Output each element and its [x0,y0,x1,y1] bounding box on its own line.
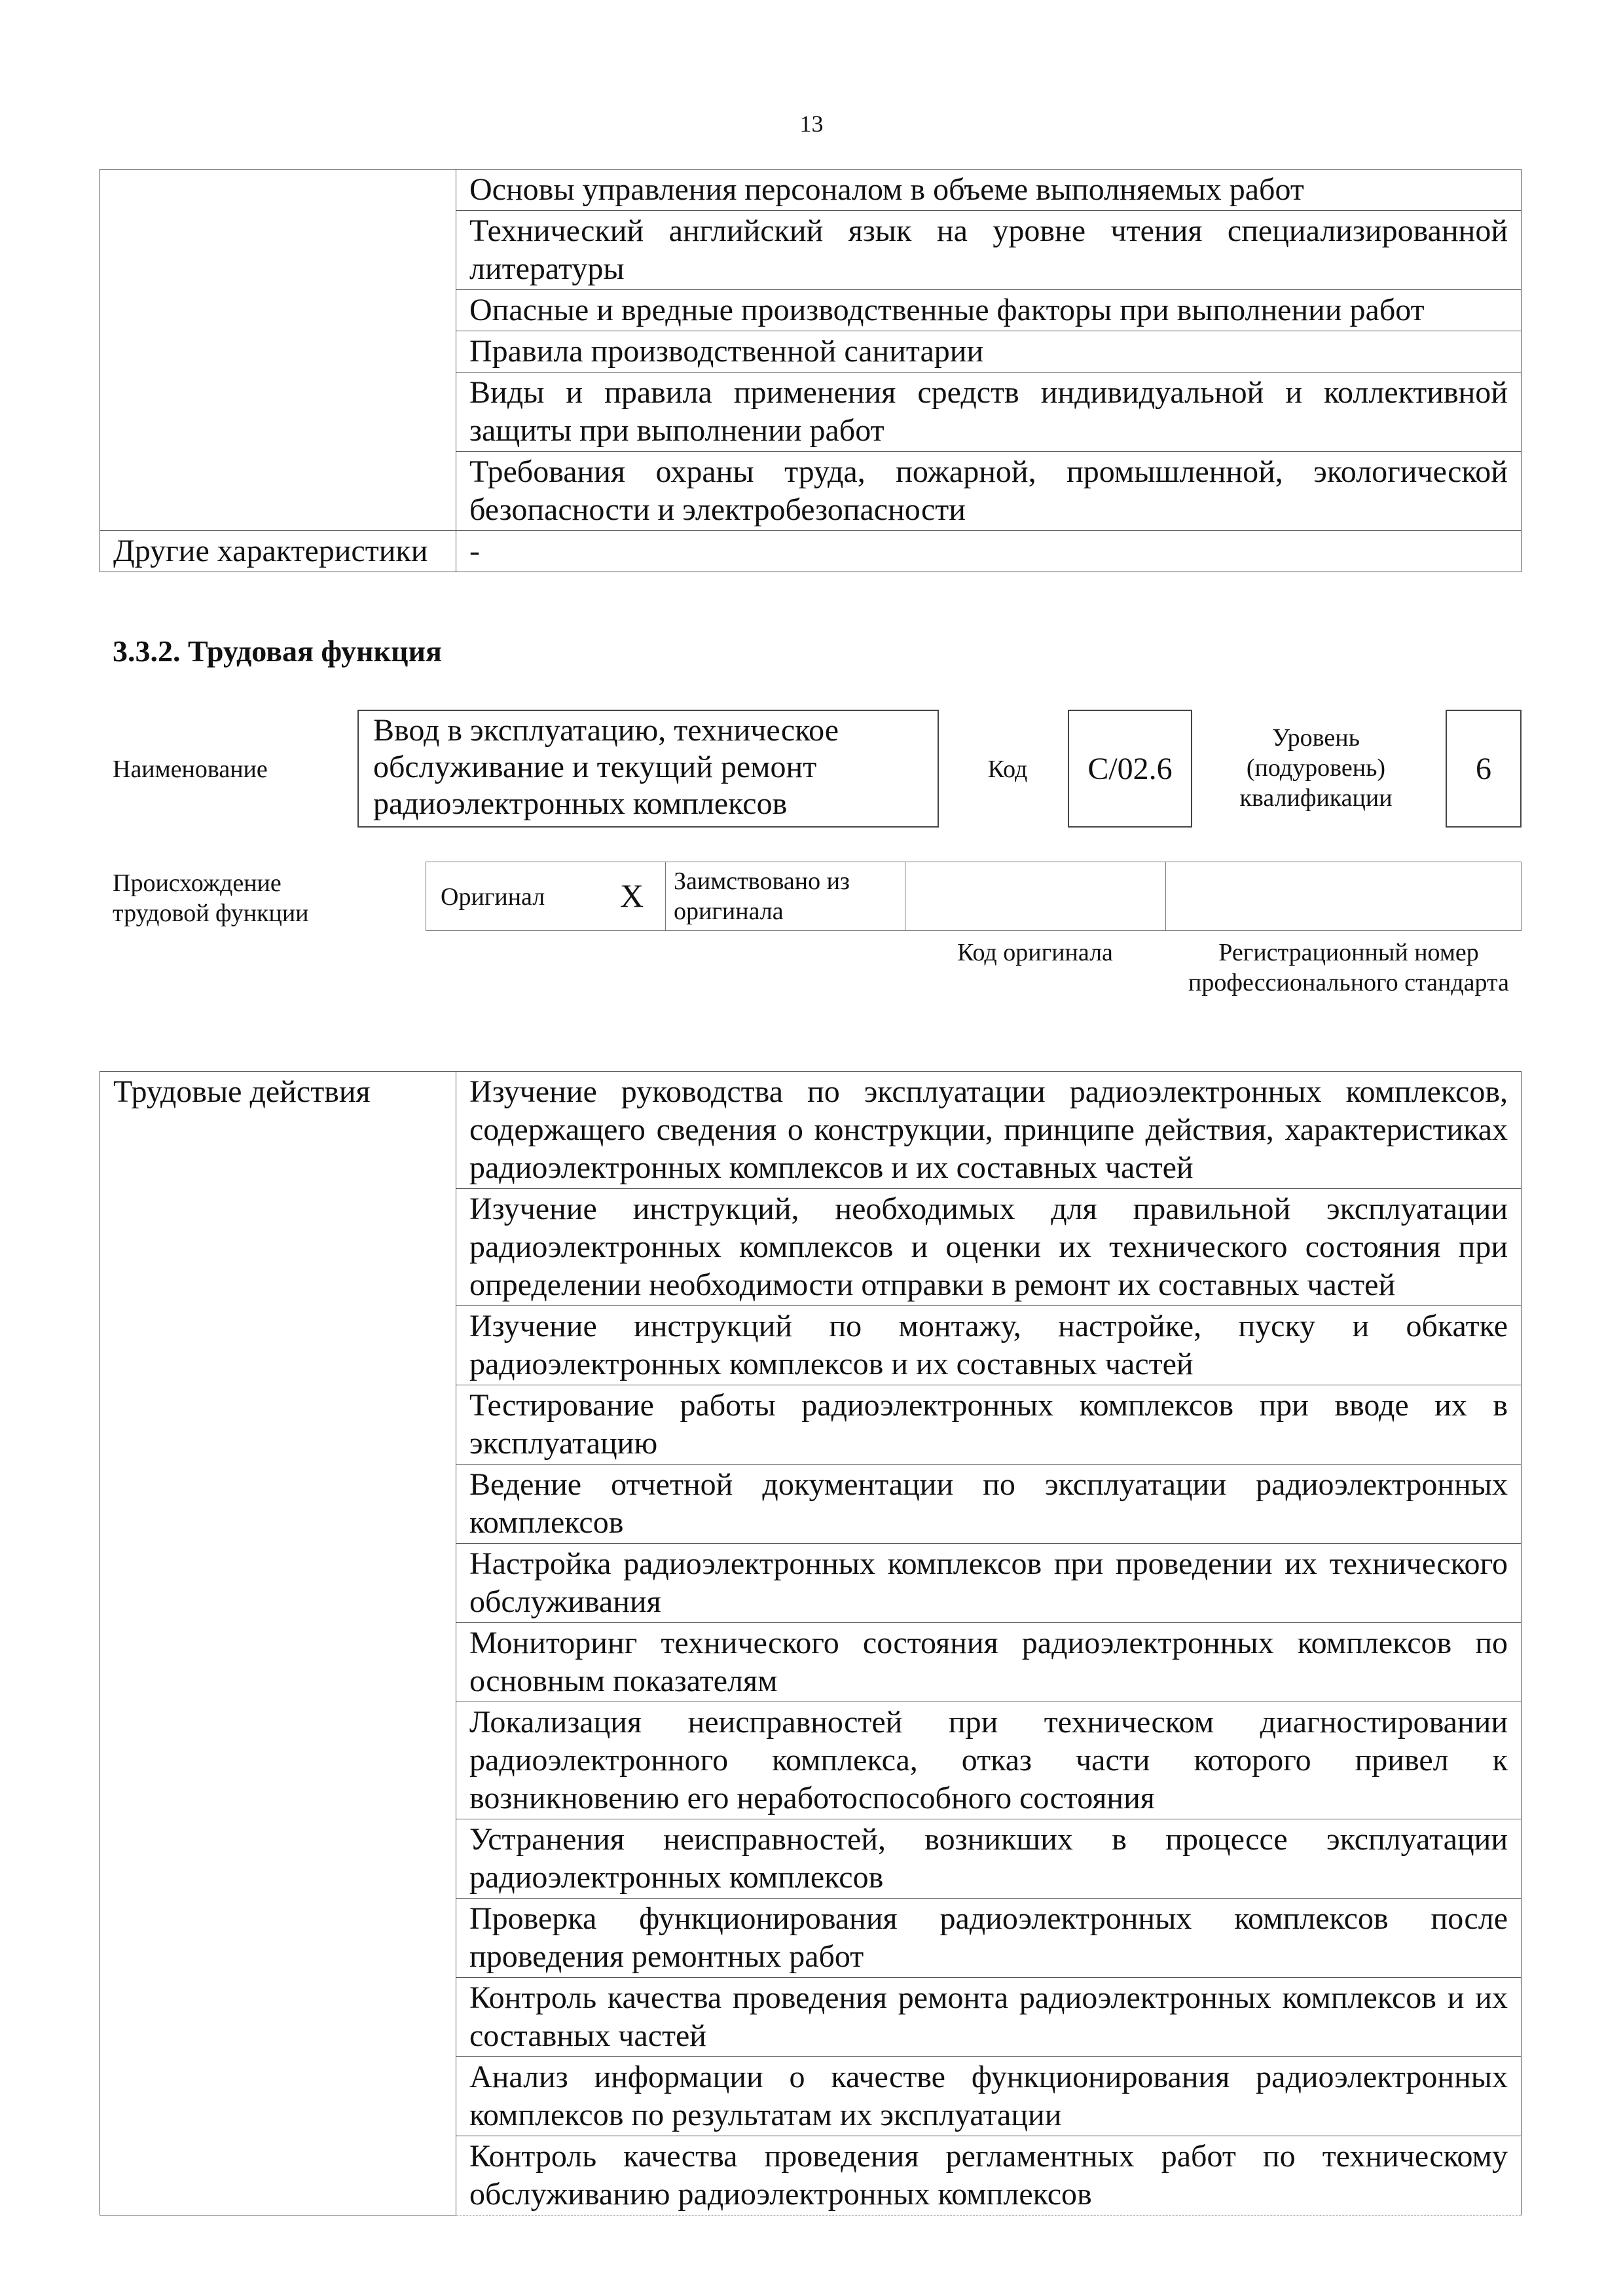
knowledge-label-cell [100,170,456,531]
table-row [100,170,1522,211]
labour-action-item: Контроль качества проведения ремонта радиоэлектронных комплексов и их составных частей [456,1978,1522,2057]
knowledge-item: Технический английский язык на уровне чтения специализированной литературы [456,211,1522,290]
section-heading: 3.3.2. Трудовая функция [113,634,442,668]
name-label: Наименование [113,756,268,783]
knowledge-item: Основы управления персоналом в объеме выполняемых работ [456,170,1522,211]
knowledge-item: Правила производственной санитарии [456,331,1522,373]
level-label: Уровень (подуровень) квалификации [1239,724,1393,812]
function-code-box: С/02.6 [1068,710,1192,828]
labour-action-item: Устранения неисправностей, возникших в процессе эксплуатации радиоэлектронных комплексов [456,1819,1522,1899]
labour-action-item: Тестирование работы радиоэлектронных комплексов при вводе их в эксплуатацию [456,1385,1522,1465]
knowledge-item: Опасные и вредные производственные факторы при выполнении работ [456,290,1522,331]
function-name-box: Ввод в эксплуатацию, техническое обслуживание и текущий ремонт радиоэлектронных комплексов [357,710,939,828]
labour-actions-label: Трудовые действия [100,1072,456,2215]
knowledge-item: Требования охраны труда, пожарной, промышленной, экологической безопасности и электробезопасности [456,452,1522,531]
labour-action-item: Проверка функционирования радиоэлектронных комплексов после проведения ремонтных работ [456,1899,1522,1978]
borrowed-label: Заимствовано из оригинала [674,867,850,925]
labour-action-item: Анализ информации о качестве функционирования радиоэлектронных комплексов по результатам их эксплуатации [456,2057,1522,2136]
labour-action-item: Изучение инструкций по монтажу, настройке, пуску и обкатке радиоэлектронных комплексов и их составных частей [456,1306,1522,1385]
original-cell [426,862,665,931]
labour-action-item: Изучение руководства по эксплуатации радиоэлектронных комплексов, содержащего сведения о конструкции, принципе действия, характеристиках радиоэлектронных комплексов и их составных частей [456,1072,1522,1189]
borrowed-cell [665,862,905,931]
labour-action-item: Локализация неисправностей при техническом диагностировании радиоэлектронного комплекса, отказ части которого привел к возникновению его неработоспособного состояния [456,1702,1522,1819]
labour-action-item: Настройка радиоэлектронных комплексов при проведении их технического обслуживания [456,1544,1522,1623]
other-characteristics-value: - [456,531,1522,572]
original-code-caption: Код оригинала [957,939,1113,966]
code-label: Код [987,756,1028,783]
origin-table [426,862,1522,931]
registration-number-caption: Регистрационный номер профессионального стандарта [1188,939,1509,996]
labour-action-item: Мониторинг технического состояния радиоэлектронных комплексов по основным показателям [456,1623,1522,1702]
original-mark: X [620,877,644,914]
origin-label: Происхождение трудовой функции [113,869,309,927]
page-number: 13 [799,111,824,137]
labour-actions-table [100,1071,1522,2215]
table-row [100,1072,1522,1189]
registration-number-cell [1165,862,1522,931]
table-row [100,531,1522,572]
labour-action-item: Изучение инструкций, необходимых для правильной эксплуатации радиоэлектронных комплексов и оценки их технического состояния при определении необходимости отправки в ремонт их составных частей [456,1189,1522,1306]
labour-action-item: Ведение отчетной документации по эксплуатации радиоэлектронных комплексов [456,1465,1522,1544]
original-code-cell [905,862,1165,931]
other-characteristics-label: Другие характеристики [100,531,456,572]
level-value-box: 6 [1446,710,1522,828]
labour-action-item: Контроль качества проведения регламентных работ по техническому обслуживанию радиоэлектронных комплексов [456,2136,1522,2215]
knowledge-table [100,169,1522,572]
original-label: Оригинал [441,883,545,911]
knowledge-item: Виды и правила применения средств индивидуальной и коллективной защиты при выполнении работ [456,373,1522,452]
